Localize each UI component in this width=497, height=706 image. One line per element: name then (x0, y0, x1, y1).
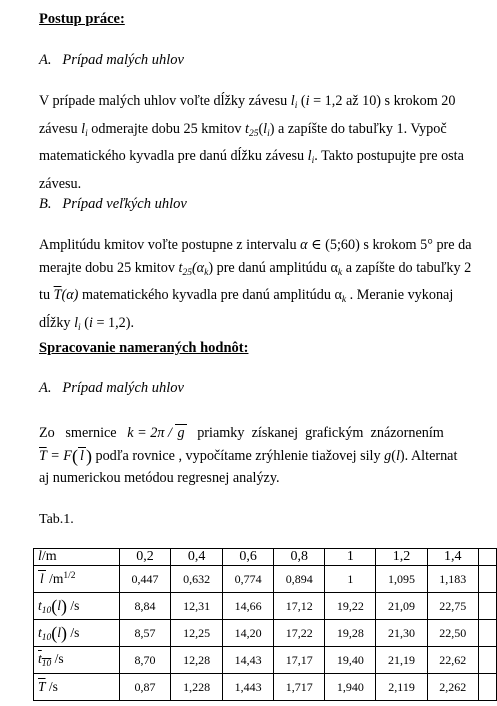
row-label-cell (34, 674, 120, 701)
var-l: l (79, 447, 84, 464)
text-span: dĺžky (39, 314, 75, 331)
paragraph-line (39, 257, 472, 285)
table-cell: 12,31 (171, 593, 223, 620)
header-cell: 0,2 (119, 549, 170, 566)
table-row (34, 647, 497, 674)
subscript: 10 (41, 605, 52, 616)
text-span: odmerajte dobu 25 kmitov (87, 120, 245, 137)
text-span: merajte dobu 25 kmitov (39, 259, 179, 276)
table-cell: 0,894 (274, 566, 325, 593)
section-heading-processing: Spracovanie nameraných hodnôt: (39, 340, 249, 356)
header-cell: 0,8 (274, 549, 325, 566)
text-span: ( (297, 93, 306, 109)
text-span: = 1,2 až 10) s krokom 20 (309, 93, 456, 109)
table-row (34, 620, 497, 647)
subsection-a2-number: A. (39, 380, 52, 396)
text-span: . Takto postupujte pre osta (314, 148, 464, 164)
table-cell: 21,19 (376, 647, 427, 674)
table-cell-cutoff (478, 566, 496, 593)
text-span: závesu (39, 120, 82, 137)
table-row (34, 674, 497, 701)
paren-close: ) (61, 622, 68, 643)
subscript: i (85, 128, 88, 139)
table-cell: 1,183 (427, 566, 478, 593)
table-cell: 2,262 (427, 674, 478, 701)
table-row (34, 593, 497, 620)
text-span: ( (258, 120, 264, 137)
table-cell: 1,095 (376, 566, 427, 593)
paragraph-small-angles (39, 90, 464, 195)
table-cell: 8,57 (119, 620, 170, 647)
paragraph-large-angles (39, 234, 472, 339)
subscript: 10 (41, 659, 52, 669)
header-cell: 0,6 (223, 549, 274, 566)
mean-t10 (38, 651, 52, 669)
table-cell: 1 (325, 566, 376, 593)
table-cell: 1,940 (325, 674, 376, 701)
table-cell: 19,28 (325, 620, 376, 647)
subsection-a-number: A. (39, 52, 52, 68)
text-span: matematického kyvadla pre danú dĺžku závesu (39, 148, 308, 164)
text-span: (α) (61, 287, 79, 303)
table-cell: 0,774 (223, 566, 274, 593)
paragraph-line (39, 445, 457, 468)
var-i: i (305, 93, 310, 109)
table-caption: Tab.1. (39, 512, 74, 527)
paren-open: ( (71, 445, 78, 466)
var-g: g (177, 425, 185, 441)
subsection-a2-label: Prípad malých uhlov (62, 380, 184, 396)
var-l: l (57, 624, 62, 640)
text-span: ∈ (307, 237, 326, 253)
text-span: ) pre danú amplitúdu α (208, 259, 338, 276)
table-row (34, 566, 497, 593)
paragraph-line: závesu. (39, 175, 82, 192)
table-cell: 14,43 (223, 647, 274, 674)
table-cell: 0,87 (119, 674, 170, 701)
header-cell: 0,4 (171, 549, 223, 566)
row-label-cell (34, 566, 120, 593)
unit: /s (51, 651, 64, 666)
paragraph-line: aj numerickou metódou regresnej analýzy. (39, 470, 280, 486)
paren-close: ) (85, 445, 92, 466)
table-cell: 14,66 (223, 593, 274, 620)
sqrt-g (175, 424, 186, 441)
table-cell: 22,75 (427, 593, 478, 620)
var-l: l (290, 93, 295, 109)
subscript: k (337, 267, 343, 278)
unit: /m (45, 571, 64, 586)
table-cell: 19,40 (325, 647, 376, 674)
paragraph-line (39, 234, 472, 257)
subscript: i (294, 101, 298, 111)
table-cell: 17,17 (274, 647, 325, 674)
sqrt-l (78, 447, 86, 464)
equation-text: = 2π / (133, 425, 176, 441)
subsection-a-label: Prípad malých uhlov (62, 52, 184, 68)
unit: /m (41, 549, 57, 564)
sqrt-l (38, 570, 46, 586)
table-cell: 0,632 (171, 566, 223, 593)
paren-open: ( (51, 595, 58, 616)
unit: /s (67, 597, 80, 613)
var-t: t (38, 651, 42, 666)
var-t: t (38, 624, 42, 640)
paragraph-line (39, 118, 464, 146)
var-T-mean: $\overline{T}$ (53, 287, 62, 303)
text-span: podľa rovnice , vypočítame zrýhlenie tiažovej sily (91, 447, 385, 464)
table-cell: 22,50 (427, 620, 478, 647)
subscript: i (267, 128, 270, 139)
subscript: 25 (182, 267, 192, 278)
var-alpha: α (300, 237, 308, 253)
table-cell: 8,70 (119, 647, 170, 674)
section-heading-procedure: Postup práce: (39, 11, 125, 27)
paragraph-line (39, 422, 457, 445)
var-T-mean: $\overline{T}$ (39, 447, 47, 464)
table-cell: 19,22 (325, 593, 376, 620)
table-cell: 1,443 (223, 674, 274, 701)
text-span: = 1,2). (92, 314, 135, 331)
table-cell: 17,22 (274, 620, 325, 647)
subscript: i (78, 322, 81, 333)
measurement-table (33, 548, 497, 701)
table-header-row (34, 549, 497, 566)
var-T-mean: $\overline{T}$ (38, 679, 46, 694)
table-cell: 0,447 (119, 566, 170, 593)
var-l: l (307, 148, 312, 164)
table-cell-cutoff (478, 647, 496, 674)
table-cell: 21,09 (376, 593, 427, 620)
subsection-a-title (39, 52, 184, 69)
superscript: 1/2 (63, 571, 76, 581)
table-cell: 21,30 (376, 620, 427, 647)
table-cell: 12,25 (171, 620, 223, 647)
table-body (34, 549, 497, 701)
var-l: l (38, 549, 42, 564)
paragraph-line (39, 145, 464, 173)
text-span: ( (391, 447, 396, 464)
header-cell: 1,4 (427, 549, 478, 566)
text-span: ). Alternat (399, 447, 458, 464)
subscript: k (204, 267, 209, 278)
table-cell: 2,119 (376, 674, 427, 701)
row-label-cell (34, 620, 120, 647)
text-span: Amplitúdu kmitov voľte postupne z intervalu (39, 237, 301, 253)
subsection-a2-title (39, 380, 184, 397)
var-t: t (38, 597, 42, 613)
table-cell: 1,228 (171, 674, 223, 701)
var-l: l (81, 120, 86, 137)
subscript: i (311, 156, 315, 166)
equation-text: = F (46, 447, 72, 464)
paragraph-line (39, 90, 464, 118)
subsection-b-label: Prípad veľkých uhlov (62, 196, 187, 212)
subsection-b-title (39, 196, 187, 213)
var-t: t (244, 120, 249, 137)
table-cell: 17,12 (274, 593, 325, 620)
header-cell: 1 (325, 549, 376, 566)
subscript: k (341, 295, 347, 305)
table-cell: 1,717 (274, 674, 325, 701)
var-l: l (40, 571, 44, 586)
var-l: l (395, 447, 400, 464)
text-span: tu (39, 287, 54, 303)
subscript: 10 (41, 632, 52, 643)
text-span: . Meranie vykonaj (346, 287, 454, 303)
text-span: (5;60) s krokom 5° pre da (325, 237, 472, 253)
subscript: 25 (248, 128, 259, 139)
subsection-b-number: B. (39, 196, 52, 212)
var-i: i (88, 314, 93, 331)
unit: /s (45, 679, 58, 694)
header-label-cell (34, 549, 120, 566)
row-label-cell (34, 647, 120, 674)
text-span: matematického kyvadla pre danú amplitúdu α (78, 287, 342, 303)
text-span: ( (80, 314, 89, 331)
header-cell-cutoff (478, 549, 496, 566)
table-cell: 14,20 (223, 620, 274, 647)
paren-open: ( (51, 622, 58, 643)
text-span: V prípade malých uhlov voľte dĺžky závesu (39, 93, 291, 109)
text-span: (α (191, 259, 205, 276)
var-g: g (384, 447, 392, 464)
text-span: ) a zapíšte do tabuľky 1. Vypoč (269, 120, 447, 137)
paren-close: ) (61, 595, 68, 616)
table-cell: 12,28 (171, 647, 223, 674)
var-k: k (127, 425, 134, 441)
table-cell-cutoff (478, 620, 496, 647)
unit: /s (67, 624, 80, 640)
text-span: Zo smernice (39, 425, 128, 441)
header-cell: 1,2 (376, 549, 427, 566)
paragraph-line (39, 312, 472, 340)
text-span: a zapíšte do tabuľky 2 (342, 259, 472, 276)
table-cell-cutoff (478, 674, 496, 701)
var-l: l (57, 597, 62, 613)
var-l: l (263, 120, 268, 137)
table-cell: 8,84 (119, 593, 170, 620)
paragraph-processing (39, 422, 457, 490)
var-t: t (178, 259, 183, 276)
table-cell: 22,62 (427, 647, 478, 674)
table-cell-cutoff (478, 593, 496, 620)
paragraph-line (39, 284, 472, 312)
row-label-cell (34, 593, 120, 620)
var-l: l (74, 314, 79, 331)
text-span: priamky získanej grafickým znázornením (186, 425, 444, 441)
